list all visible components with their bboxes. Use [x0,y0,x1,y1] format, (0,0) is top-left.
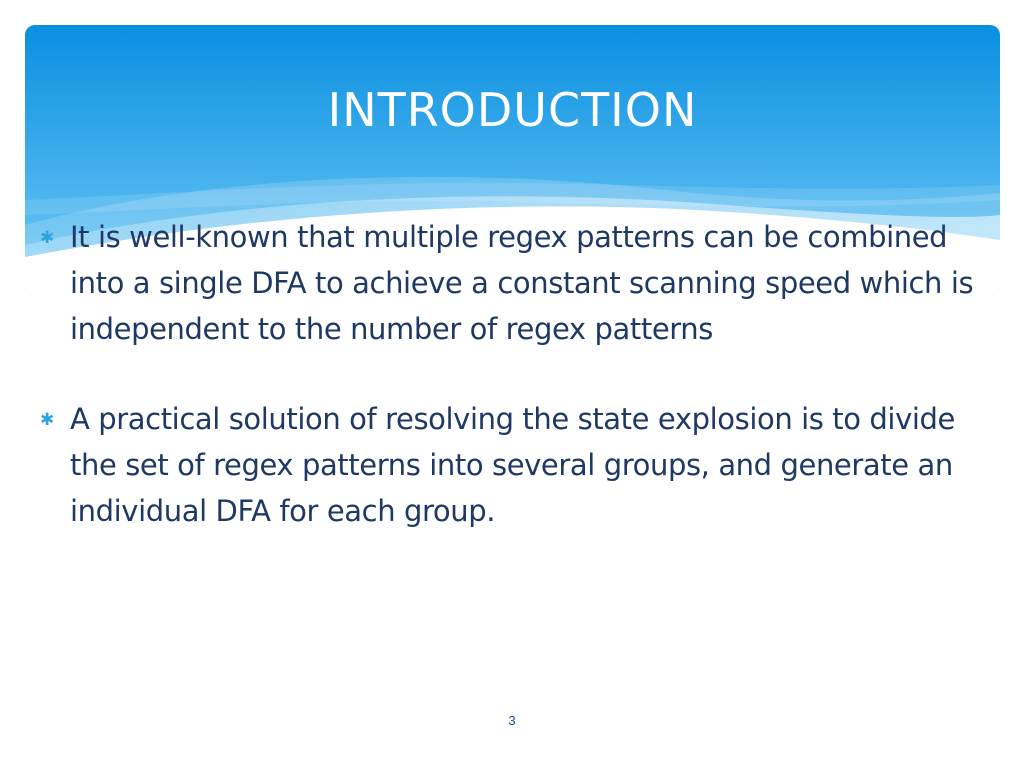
bullet-item [40,214,1000,352]
bullet-text: A practical solution of resolving the state explosion is to divide the set of regex patterns into several groups, and generate an individual DFA for each group. [70,402,955,528]
asterisk-bullet-icon: ✱ [40,228,54,248]
page-number: 3 [508,713,516,728]
slide-title: INTRODUCTION [327,83,698,137]
asterisk-bullet-icon: ✱ [40,410,54,430]
bullet-item [40,396,1000,534]
bullet-text: It is well-known that multiple regex patterns can be combined into a single DFA to achieve a constant scanning speed which is independent to the number of regex patterns [70,220,974,346]
bullet-list [40,214,1000,578]
